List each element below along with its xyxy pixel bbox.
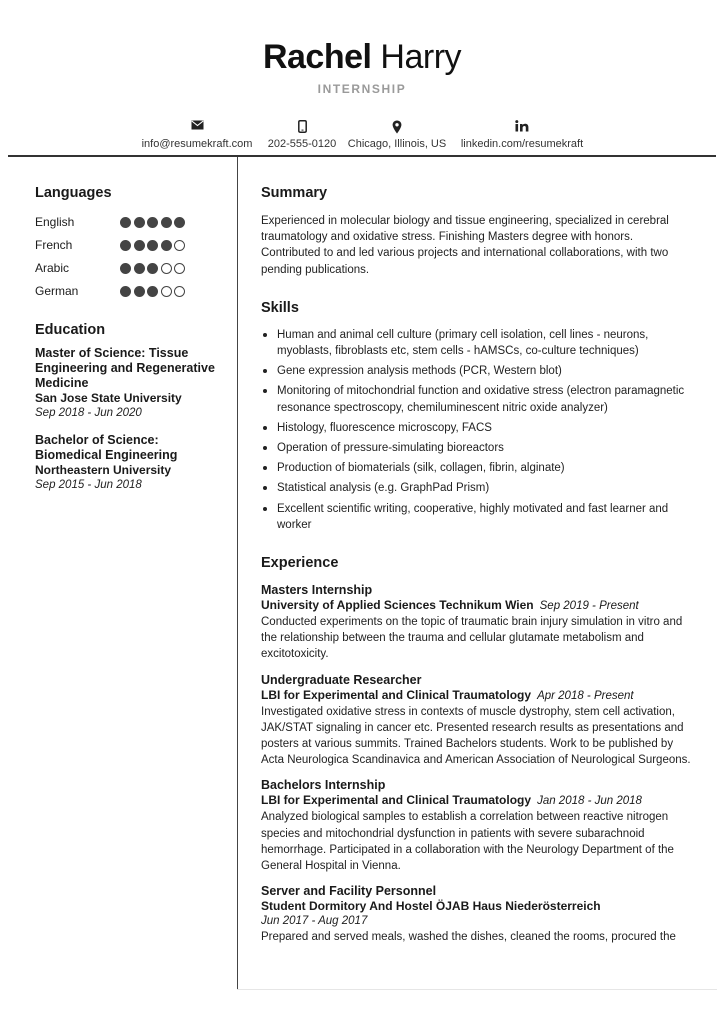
job-dates: Jan 2018 - Jun 2018: [537, 795, 642, 808]
linkedin-icon: [456, 120, 588, 136]
language-level: [120, 263, 188, 277]
left-column: [35, 185, 225, 493]
language-row: [35, 282, 225, 305]
job-role: Server and Facility Personnel: [261, 884, 437, 899]
job-role: Masters Internship: [261, 583, 373, 598]
language-level: [120, 286, 188, 300]
level-dot-filled: [120, 286, 131, 297]
skills-list: [261, 327, 691, 533]
experience-entry: [261, 884, 691, 945]
level-dot-filled: [161, 240, 172, 251]
level-dot-filled: [134, 263, 145, 274]
level-dot-empty: [161, 286, 172, 297]
skill-item: Histology, fluorescence microscopy, FACS: [261, 420, 691, 436]
candidate-name: [0, 38, 724, 77]
level-dot-filled: [161, 217, 172, 228]
location-text: Chicago, Illinois, US: [347, 138, 447, 150]
job-org-line: [261, 688, 691, 704]
skill-item: Statistical analysis (e.g. GraphPad Prism): [261, 480, 691, 496]
level-dot-filled: [147, 240, 158, 251]
job-role: Undergraduate Researcher: [261, 672, 422, 687]
education-dates: Sep 2015 - Jun 2018: [35, 479, 142, 491]
education-entry: [35, 433, 225, 493]
education-school: Northeastern University: [35, 463, 172, 477]
experience-heading: Experience: [261, 555, 339, 572]
job-organization: University of Applied Sciences Technikum Wien: [261, 598, 534, 613]
education-degree: Bachelor of Science: Biomedical Engineering: [35, 433, 178, 462]
linkedin-text: linkedin.com/resumekraft: [460, 138, 584, 150]
summary-heading: Summary: [261, 185, 328, 201]
level-dot-filled: [134, 240, 145, 251]
level-dot-empty: [174, 263, 185, 274]
location-pin-icon: [346, 120, 448, 136]
language-name: French: [35, 238, 73, 252]
summary-text: Experienced in molecular biology and tissue engineering, specialized in cerebral traumatology and oxidative stress. Finishing Masters degree with honors. Contributed to and led various projects and international collaborations, with two pending publications.: [261, 215, 669, 276]
contact-email: [138, 120, 256, 152]
last-name: Harry: [380, 38, 462, 76]
level-dot-filled: [147, 286, 158, 297]
language-row: [35, 259, 225, 282]
job-organization: Student Dormitory And Hostel ÖJAB Haus Niederösterreich: [261, 899, 601, 914]
level-dot-filled: [134, 286, 145, 297]
job-description: Analyzed biological samples to establish a correlation between reactive nitrogen species and mitochondrial dysfunction in patients with severe subarachnoid hemorrhage. Participated in a collaboration with the Neurology Department of the General Hospital in Vienna.: [261, 811, 674, 873]
skill-item: Operation of pressure-simulating bioreactors: [261, 440, 691, 456]
phone-text: 202-555-0120: [267, 138, 337, 150]
skill-item: Excellent scientific writing, cooperative, highly motivated and fast learner and worker: [261, 501, 691, 533]
experience-entry: [261, 673, 691, 769]
language-level: [120, 240, 188, 254]
language-name: English: [35, 215, 75, 229]
first-name: Rachel: [262, 38, 372, 76]
education-heading: Education: [35, 322, 106, 338]
experience-entry: [261, 778, 691, 874]
skill-item: Human and animal cell culture (primary cell isolation, cell lines - neurons, myoblasts, fibroblasts etc, stem cells - hAMSCs, co-culture techniques): [261, 327, 691, 359]
right-column: [261, 185, 691, 955]
job-description: Conducted experiments on the topic of traumatic brain injury simulation in vitro and the relationship between the trauma and cellular glutamate metabolism and excitotoxicity.: [261, 616, 683, 661]
contact-linkedin: [456, 120, 588, 152]
education-degree: Master of Science: Tissue Engineering and Regenerative Medicine: [35, 346, 215, 390]
job-dates: Jun 2017 - Aug 2017: [261, 915, 368, 928]
education-dates: Sep 2018 - Jun 2020: [35, 407, 142, 419]
email-text: info@resumekraft.com: [141, 138, 253, 150]
footer-divider: [237, 989, 717, 990]
level-dot-empty: [174, 286, 185, 297]
language-name: German: [35, 284, 79, 298]
column-divider: [237, 157, 238, 989]
language-row: [35, 236, 225, 259]
job-role: Bachelors Internship: [261, 778, 386, 793]
job-org-line: [261, 598, 691, 614]
job-description: Prepared and served meals, washed the dishes, cleaned the rooms, procured the: [261, 931, 676, 944]
level-dot-filled: [120, 263, 131, 274]
level-dot-empty: [161, 263, 172, 274]
education-school: San Jose State University: [35, 391, 182, 405]
level-dot-filled: [120, 217, 131, 228]
languages-list: [35, 213, 225, 305]
phone-icon: [262, 120, 342, 136]
language-name: Arabic: [35, 261, 70, 275]
level-dot-empty: [174, 240, 185, 251]
job-description: Investigated oxidative stress in contexts of muscle dystrophy, stem cell activation, JAK/STAT signaling in cancer etc. Presented research results as presentations and posters at various summits. Trained Bachelors students. Work to be published by Acta Neurologica Scandinavica and American Association of Neurological Surgeons.: [261, 705, 691, 767]
languages-heading: Languages: [35, 185, 112, 201]
envelope-icon: [138, 120, 256, 136]
job-org-line: [261, 793, 691, 809]
level-dot-filled: [147, 263, 158, 274]
job-organization: LBI for Experimental and Clinical Traumatology: [261, 687, 532, 702]
skill-item: Production of biomaterials (silk, collagen, fibrin, alginate): [261, 460, 691, 476]
job-organization: LBI for Experimental and Clinical Traumatology: [261, 793, 532, 808]
level-dot-filled: [134, 217, 145, 228]
skills-heading: Skills: [261, 299, 299, 316]
level-dot-filled: [120, 240, 131, 251]
skill-item: Monitoring of mitochondrial function and oxidative stress (electron paramagnetic resonance spectroscopy, chemiluminescent nitric oxide analyzer): [261, 383, 691, 415]
level-dot-filled: [174, 217, 185, 228]
skill-item: Gene expression analysis methods (PCR, Western blot): [261, 363, 691, 379]
language-row: [35, 213, 225, 236]
header-divider: [8, 155, 716, 157]
resume-header: [0, 0, 724, 156]
job-target-title: INTERNSHIP: [317, 82, 407, 96]
experience-entry: [261, 583, 691, 663]
job-dates: Sep 2019 - Present: [539, 600, 639, 613]
language-level: [120, 217, 188, 231]
job-dates: Apr 2018 - Present: [537, 689, 634, 702]
level-dot-filled: [147, 217, 158, 228]
education-entry: [35, 346, 225, 421]
contact-location: [346, 120, 448, 152]
contact-phone: [262, 120, 342, 152]
